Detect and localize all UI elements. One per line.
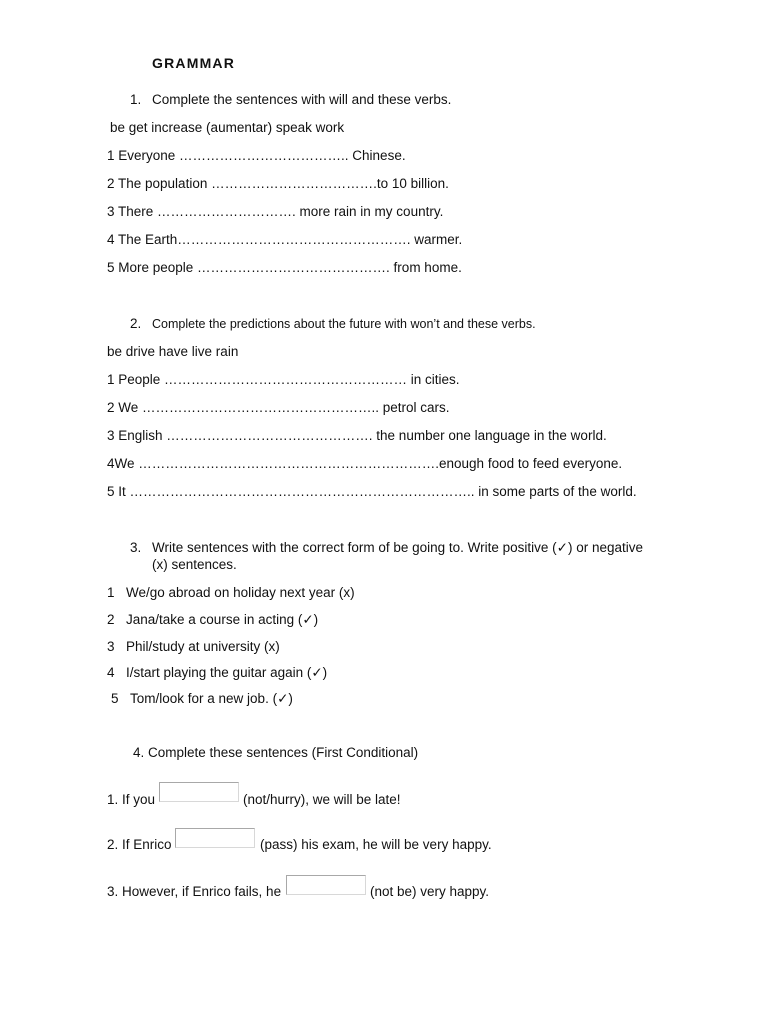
ex4-item-2-prefix: 2. If Enrico <box>107 837 172 852</box>
ex1-item-4: 4 The Earth……………………………………………. warmer. <box>107 232 463 247</box>
ex1-heading: Complete the sentences with will and these verbs. <box>152 92 452 107</box>
ex1-heading-number: 1. <box>130 92 142 107</box>
ex3-item-1-number: 1 <box>107 585 115 600</box>
page-title: GRAMMAR <box>152 55 236 71</box>
ex3-item-5-number: 5 <box>111 691 119 706</box>
ex2-item-1: 1 People ……………………………………………… in cities. <box>107 372 460 387</box>
ex3-item-2-text: Jana/take a course in acting (✓) <box>126 612 319 627</box>
ex1-item-2: 2 The population ……………………………….to 10 billion. <box>107 176 449 191</box>
ex1-item-3: 3 There …………………………. more rain in my country. <box>107 204 444 219</box>
ex2-item-5: 5 It ………………………………………………………………….. in some parts of the world. <box>107 484 637 499</box>
ex4-item-1-answer-input[interactable] <box>159 782 239 802</box>
ex2-verb-list: be drive have live rain <box>107 344 239 359</box>
ex3-item-5-text: Tom/look for a new job. (✓) <box>130 691 293 706</box>
ex3-item-4-number: 4 <box>107 665 115 680</box>
ex3-item-1-text: We/go abroad on holiday next year (x) <box>126 585 355 600</box>
ex1-item-1: 1 Everyone ……………………………….. Chinese. <box>107 148 406 163</box>
ex3-heading-line2: (x) sentences. <box>152 557 237 572</box>
ex2-heading-number: 2. <box>130 316 142 331</box>
ex2-heading: Complete the predictions about the future with won’t and these verbs. <box>152 317 536 331</box>
ex2-item-3: 3 English ………………………………………. the number one language in the world. <box>107 428 607 443</box>
ex4-item-3-answer-input[interactable] <box>286 875 366 895</box>
ex3-item-4-text: I/start playing the guitar again (✓) <box>126 665 328 680</box>
ex4-item-1-suffix: (not/hurry), we will be late! <box>243 792 401 807</box>
ex4-heading: 4. Complete these sentences (First Conditional) <box>133 745 419 760</box>
ex4-item-2-suffix: (pass) his exam, he will be very happy. <box>260 837 492 852</box>
ex1-verb-list: be get increase (aumentar) speak work <box>110 120 345 135</box>
ex1-item-5: 5 More people ……………………………………. from home. <box>107 260 462 275</box>
ex4-item-3-prefix: 3. However, if Enrico fails, he <box>107 884 282 899</box>
ex4-item-1-prefix: 1. If you <box>107 792 156 807</box>
ex4-item-2-answer-input[interactable] <box>175 828 255 848</box>
ex3-item-3-text: Phil/study at university (x) <box>126 639 280 654</box>
ex3-heading-number: 3. <box>130 540 142 555</box>
ex3-item-3-number: 3 <box>107 639 115 654</box>
ex4-item-3-suffix: (not be) very happy. <box>370 884 490 899</box>
ex3-item-2-number: 2 <box>107 612 115 627</box>
ex2-item-2: 2 We …………………………………………….. petrol cars. <box>107 400 450 415</box>
ex3-heading-line1: Write sentences with the correct form of be going to. Write positive (✓) or negative <box>152 540 644 555</box>
ex2-item-4: 4We ………………………………………………………….enough food to feed everyone. <box>107 456 623 471</box>
